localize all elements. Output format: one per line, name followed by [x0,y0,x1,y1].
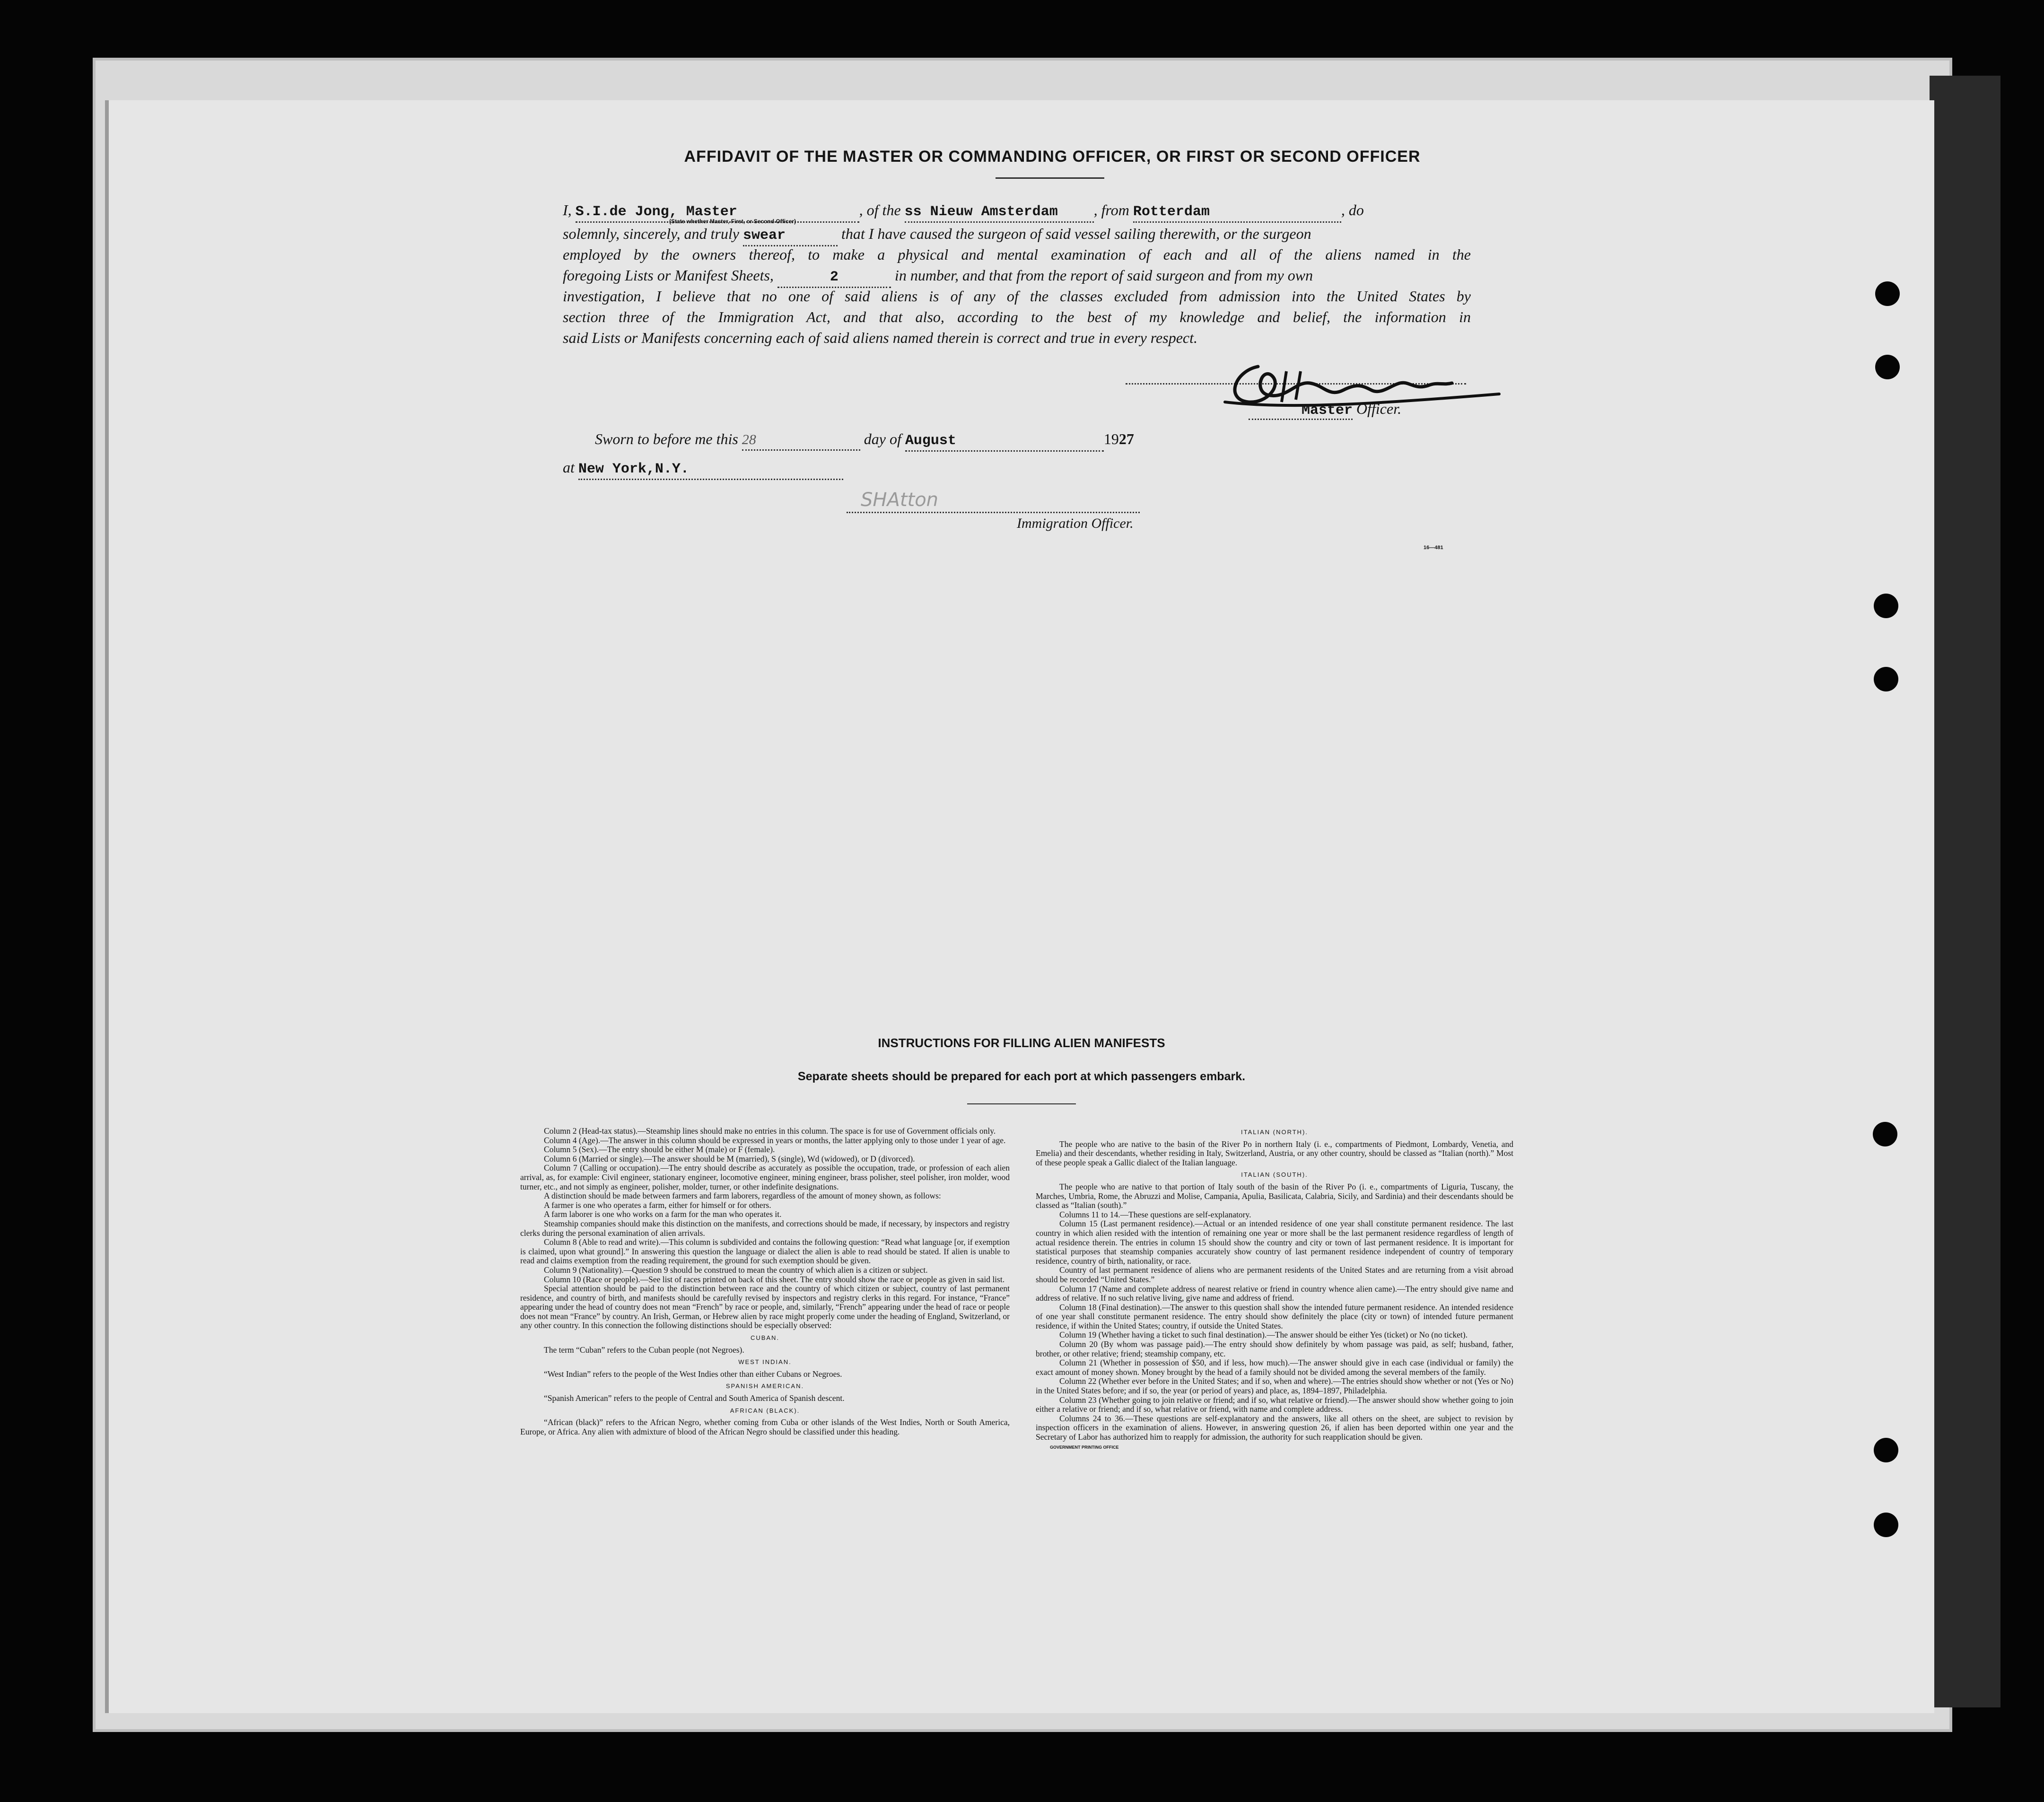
place-field: New York,N.Y. [578,460,843,480]
place-line [563,458,1471,480]
sworn-text: Sworn to before me this [595,430,738,447]
sheets-count-field: 2 [777,268,891,288]
binder-hole [1875,281,1900,306]
affidavit-text: that I have caused the surgeon of said vessel sailing therewith, or the surgeon [841,225,1311,242]
west-indian-text: “West Indian” refers to the people of the West Indies other than either Cubans or Negroes. [544,1369,842,1379]
instruction-paragraph: Country of last permanent residence of aliens who are permanent residents of the United States and are returning from a visit abroad should be recorded “United States.” [1036,1265,1513,1284]
inspector-signature: SHAtton [861,489,939,511]
affidavit-line-6: section three of the Immigration Act, and that also, according to the best of my knowledge and belief, the information in [563,308,1471,325]
instructions-right-column [1036,1125,1513,1452]
instruction-paragraph: Column 18 (Final destination).—The answer to this question shall show the intended future permanent residence. An intended residence of one year shall constitute permanent residence. The entry should show definitely the place (city or town) of intended future permanent residence, if within the United States; country, if outside the United States. [1036,1302,1513,1330]
west-indian-heading: WEST INDIAN. [738,1358,792,1366]
instruction-paragraph: Column 2 (Head-tax status).—Steamship lines should make no entries in this column. The space is for use of Government officials only. [544,1126,996,1136]
italian-north-text: The people who are native to the basin of the River Po in northern Italy (i. e., compartments of Piedmont, Lombardy, Venetia, and Emelia) and their descendants, whether residing in Italy, Switzerland, Austria, or any other country, should be classed as “Italian (north).” Most of these people speak a Gallic dialect of the Italian language. [1036,1139,1513,1167]
binder-hole [1874,594,1898,618]
affidavit-line-7: said Lists or Manifests concerning each of said aliens named therein is correct and true in every respect. [563,329,1197,346]
binder-hole [1874,1438,1898,1462]
instruction-paragraph: Column 23 (Whether going to join relative or friend; and if so, what relative or friend).—The answer should show whether going to join either a relative or friend; and if so, what relative or friend, with name and complete address. [1036,1395,1513,1414]
instruction-paragraph: Column 22 (Whether ever before in the United States; and if so, when and where).—The entries should show whether or not (Yes or No) in the United States before; and if so, the year (or period of years) and place, as, 1894–1897, Philadelphia. [1036,1376,1513,1396]
inspector-signature-line [847,512,1140,513]
instruction-paragraph: The people who are native to that portion of Italy south of the basin of the River Po (i. e., compartments of Liguria, Tuscany, the Marches, Umbria, Rome, the Abruzzi and Molise, Campania, Apulia, Basilicata, Calabria, Sicily, and Sardinia) and their descendants should be classed as “Italian (south).” [1036,1181,1513,1210]
instructions-subtitle: Separate sheets should be prepared for each port at which passengers embark. [797,1070,1246,1083]
form-number: 16—481 [1424,545,1443,551]
italian-north-heading: ITALIAN (NORTH). [1240,1128,1309,1136]
instruction-paragraph: Columns 24 to 36.—These questions are self-explanatory and the answers, like all others on the sheet, are subject to revision by inspection officers in the examination of aliens. However, in answering question 26, if alien has been deported within one year and the Secretary of Labor has authorized him to reapply for admission, the authority for such reapplication should be given. [1036,1413,1513,1442]
african-heading: AFRICAN (BLACK). [730,1407,800,1414]
sworn-year-field: 27 [1118,430,1134,447]
instruction-paragraph: A farm laborer is one who works on a farm for the man who operates it. [544,1209,782,1219]
master-name-field: S.I.de Jong, Master [576,202,859,223]
cuban-heading: CUBAN. [750,1334,780,1342]
affidavit-text: I, [563,201,572,219]
instruction-paragraph: Steamship companies should make this distinction on the manifests, and corrections should be made, if necessary, by inspectors and registry clerks during the personal examination of alien arrivals. [520,1218,1010,1238]
instruction-paragraph: Special attention should be paid to the distinction between race and the country of which citizen or subject, country of last permanent residence, and country of birth, and manifests should be carefully revised by inspectors and registry clerks in this regard. For instance, “France” appearing under the head of country does not mean “French” by race or people, and, similarly, “French” appearing under the head of race or people does not mean “France” by country. An Irish, German, or Hebrew alien by race might properly come under the heading of England, Switzerland, or any other country. In this connection the following distinctions should be especially observed: [520,1284,1010,1330]
binder-hole [1874,667,1898,691]
port-field: Rotterdam [1133,202,1341,223]
cuban-text: The term “Cuban” refers to the Cuban people (not Negroes). [544,1345,744,1355]
sworn-month-field: August [905,431,1104,452]
officer-label: Officer. [1356,400,1402,417]
instruction-paragraph: Column 8 (Able to read and write).—This column is subdivided and contains the following question: “Read what language [or, if exemption is claimed, upon what ground].” In answering this question the language or dialect the alien is able to read should be stated. If alien is unable to read and claims exemption from the reading requirement, the ground for such exemption should be given. [520,1237,1010,1266]
affidavit-title: AFFIDAVIT OF THE MASTER OR COMMANDING OFFICER, OR FIRST OR SECOND OFFICER [684,148,1421,166]
sworn-line [595,429,1503,452]
instruction-paragraph: Column 6 (Married or single).—The answer should be M (married), S (single), Wd (widowed), or D (divorced). [544,1154,915,1163]
instructions-left-column [520,1127,1010,1436]
signature-role-row [1249,400,1466,420]
instructions-rule [967,1103,1076,1104]
instruction-paragraph: A farmer is one who operates a farm, either for himself or for others. [544,1200,771,1210]
italian-south-heading: ITALIAN (SOUTH). [1241,1171,1308,1179]
instructions-title: INSTRUCTIONS FOR FILLING ALIEN MANIFESTS [878,1036,1165,1050]
title-rule [996,177,1104,179]
instruction-paragraph: Column 17 (Name and complete address of nearest relative or friend in country whence alien came).—The entry should give name and address of relative. If no such relative living, give name and address of friend. [1036,1284,1513,1303]
instruction-paragraph: Column 9 (Nationality).—Question 9 should be construed to mean the country of which alien is a citizen or subject. [544,1265,928,1275]
affidavit-text: , of the [859,201,901,219]
printer-imprint: GOVERNMENT PRINTING OFFICE [1050,1444,1119,1450]
affidavit-text: , do [1341,201,1364,219]
binder-hole [1874,1513,1898,1537]
binder-hole [1875,355,1900,379]
immigration-officer-label: Immigration Officer. [1017,516,1134,531]
affidavit-text: in number, and that from the report of said surgeon and from my own [894,267,1313,284]
instruction-paragraph: Columns 11 to 14.—These questions are self-explanatory. [1059,1209,1251,1219]
page-edge [1930,76,2000,1707]
instruction-paragraph: Column 15 (Last permanent residence).—Actual or an intended residence of one year shall constitute permanent residence. The last country in which alien resided with the intention of remaining one year or more shall be the last permanent residence regardless of length of actual residence therein. The entries in column 15 should show the country and city or town of last permanent residence. It is important for statistical purposes that steamship companies accurately show country of last permanent residence independent of country of temporary residence, country of birth, nationality, or race. [1036,1219,1513,1266]
affidavit-line-5: investigation, I believe that no one of said aliens is of any of the classes excluded from admission into the United States by [563,288,1471,305]
role-field: Master [1249,402,1353,420]
sworn-text: day of [864,430,901,447]
at-label: at [563,459,575,476]
affidavit-line-2 [563,224,1471,246]
instruction-paragraph: Column 19 (Whether having a ticket to such final destination).—The answer should be either Yes (ticket) or No (no ticket). [1059,1330,1468,1340]
spanish-american-text: “Spanish American” refers to the people of Central and South America of Spanish descent. [544,1393,845,1403]
instruction-paragraph: Column 20 (By whom was passage paid).—The entry should show definitely by whom passage was paid, as self; husband, father, brother, or other relative; friend; steamship company, etc. [1036,1339,1513,1358]
state-note: (State whether Master, First, or Second Officer) [669,218,796,225]
vessel-field: ss Nieuw Amsterdam [905,202,1094,223]
affidavit-text: solemnly, sincerely, and truly [563,225,739,242]
instruction-paragraph: Column 10 (Race or people).—See list of races printed on back of this sheet. The entry should show the race or people as given in said list. [544,1274,1005,1284]
affidavit-text: foregoing Lists or Manifest Sheets, [563,267,774,284]
instruction-paragraph: Column 7 (Calling or occupation).—The entry should describe as accurately as possible the occupation, trade, or profession of each alien arrival, as, for example: Civil engineer, stationary engineer, locomotive engineer, mining engineer, brass polisher, steel polisher, iron molder, wood turner, etc., and not simply as engineer, polisher, molder, turner, or other indefinite designations. [520,1163,1010,1191]
instruction-paragraph: A distinction should be made between farmers and farm laborers, regardless of the amount of money shown, as follows: [544,1191,941,1201]
spanish-american-heading: SPANISH AMERICAN. [725,1382,804,1390]
affidavit-line-4 [563,266,1471,288]
instruction-paragraph: Column 4 (Age).—The answer in this column should be expressed in years or months, the latter applying only to those under 1 year of age. [544,1135,1006,1145]
instruction-paragraph: Column 21 (Whether in possession of $50, and if less, how much).—The answer should give in each case (individual or family) the exact amount of money shown. Money brought by the head of a family should not be divided among the several members of the family. [1036,1358,1513,1377]
sworn-text: 19 [1103,430,1119,447]
affidavit-line-3: employed by the owners thereof, to make a physical and mental examination of each and all of the aliens named in the [563,246,1471,263]
instruction-paragraph: Column 5 (Sex).—The entry should be either M (male) or F (female). [544,1145,775,1155]
binder-hole [1873,1122,1897,1146]
affidavit-text: , from [1093,201,1129,219]
oath-field: swear [743,226,838,246]
african-text: “African (black)” refers to the African Negro, whether coming from Cuba or other islands of the West Indies, North or South America, Europe, or Africa. Any alien with admixture of blood of the African Negro should be classified under this heading. [520,1417,1010,1436]
sworn-day-field: 28 [742,430,860,451]
